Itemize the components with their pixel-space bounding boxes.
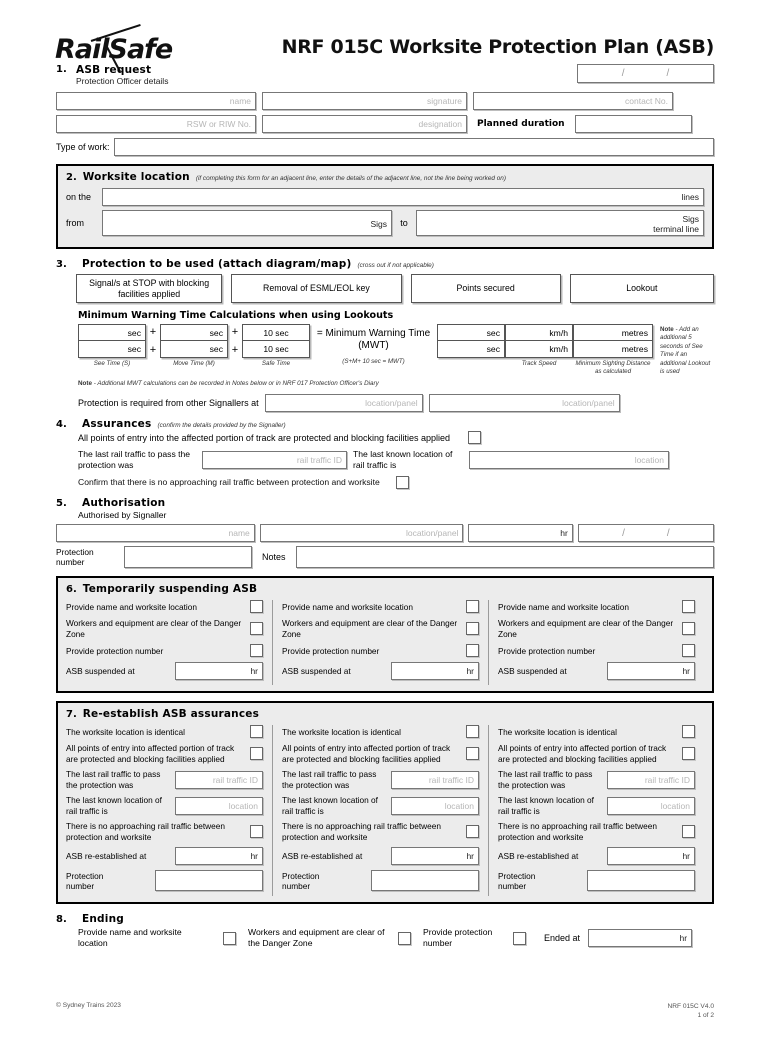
last-location-placeholder: location xyxy=(634,455,664,466)
section4-title: Assurances xyxy=(82,418,152,431)
suspend-provide-name-checkbox-2[interactable] xyxy=(466,600,479,613)
plus-icon-1: + xyxy=(149,326,157,338)
ended-at-input[interactable] xyxy=(588,929,692,947)
protection-option-esml-eol[interactable]: Removal of ESML/EOL key xyxy=(231,274,401,303)
doc-reference: NRF 015C V4.0 xyxy=(667,1003,714,1010)
suspend-column-3 xyxy=(488,600,704,685)
last-traffic-label: The last rail traffic to pass the protection was xyxy=(78,449,191,471)
suspend-provide-name-checkbox-3[interactable] xyxy=(682,600,695,613)
planned-duration-label: Planned duration xyxy=(477,119,565,129)
track-speed-input-2[interactable] xyxy=(505,341,573,358)
authorisation-time-input[interactable] xyxy=(468,524,572,542)
section3-title: Protection to be used (attach diagram/map) xyxy=(82,258,352,270)
section1-subtitle: Protection Officer details xyxy=(76,76,169,86)
suspend-workers-clear-label-1: Workers and equipment are clear of the Danger Zone xyxy=(66,618,242,639)
move-time-input-1[interactable] xyxy=(160,324,228,341)
protection-number-input[interactable] xyxy=(124,546,252,568)
see-time-input-1[interactable] xyxy=(78,324,146,341)
plus-icon-3: + xyxy=(231,326,239,338)
suspend-workers-clear-checkbox-3[interactable] xyxy=(682,622,695,635)
re-last-traffic-ph-2: rail traffic ID xyxy=(428,774,474,785)
mwt-result-unit-2: sec xyxy=(486,344,500,354)
reestablish-column-2 xyxy=(272,725,488,896)
signaller-location-input[interactable] xyxy=(260,524,464,542)
re-worksite-identical-checkbox-2[interactable] xyxy=(466,725,479,738)
form-page xyxy=(0,18,770,1042)
last-traffic-placeholder: rail traffic ID xyxy=(296,455,342,466)
section8-title: Ending xyxy=(82,913,124,926)
section-worksite-location xyxy=(56,164,714,249)
re-last-traffic-label-2: The last rail traffic to pass the protection was xyxy=(282,769,377,790)
signaller-location-placeholder: location/panel xyxy=(406,528,459,539)
re-last-traffic-label-1: The last rail traffic to pass the protection was xyxy=(66,769,161,790)
mwt-equals-label: = Minimum Warning Time (MWT) xyxy=(316,328,431,351)
re-last-location-input-3[interactable] xyxy=(607,797,695,815)
re-hr-unit-2: hr xyxy=(466,851,474,862)
officer-name-input[interactable] xyxy=(56,92,256,110)
track-speed-unit-1: km/h xyxy=(549,327,568,338)
section2-title: Worksite location xyxy=(82,171,190,183)
metres-unit-2: metres xyxy=(621,344,648,354)
confirm-no-traffic-label: Confirm that there is no approaching rail traffic between protection and worksite xyxy=(78,477,380,488)
section4-note: (confirm the details provided by the Signaller) xyxy=(157,422,286,430)
re-worksite-identical-label-3: The worksite location is identical xyxy=(498,726,617,737)
suspend-hr-unit-2: hr xyxy=(466,666,474,677)
section7-number: 7. xyxy=(66,709,77,721)
section4-number: 4. xyxy=(56,419,67,431)
mwt-note-bold: Note xyxy=(78,380,92,388)
re-protection-number-label-2: Protection number xyxy=(282,870,320,891)
officer-designation-placeholder: designation xyxy=(418,119,462,129)
lookout-note-bold: Note xyxy=(660,326,674,333)
officer-contact-placeholder: contact No. xyxy=(625,96,668,106)
ending-workers-clear-label: Workers and equipment are clear of the Danger Zone xyxy=(248,927,385,949)
logo-text: RailSafe xyxy=(55,34,173,65)
plus-icon-4: + xyxy=(231,344,239,356)
sighting-distance-input-2[interactable] xyxy=(573,341,653,358)
suspend-time-input-3[interactable] xyxy=(607,662,695,680)
other-signaller-location-2[interactable] xyxy=(429,394,620,412)
ending-protection-number-checkbox[interactable] xyxy=(513,932,526,945)
section6-title: Temporarily suspending ASB xyxy=(82,583,258,596)
suspend-protection-number-checkbox-3[interactable] xyxy=(682,644,695,657)
protection-option-lookout[interactable]: Lookout xyxy=(570,274,714,303)
sighting-distance-caption: Minimum Sighting Distance as calculated xyxy=(575,360,651,375)
authorisation-date-input[interactable] xyxy=(578,524,714,542)
suspend-protection-number-label-1: Provide protection number xyxy=(66,645,164,656)
lookout-note-text: - Add an additional 5 seconds of See Time if an additional Lookout is used xyxy=(660,326,711,376)
suspend-workers-clear-checkbox-2[interactable] xyxy=(466,622,479,635)
to-label: to xyxy=(400,218,408,228)
type-of-work-input[interactable] xyxy=(114,138,714,156)
mwt-result-input-2[interactable] xyxy=(437,341,505,358)
date-separator-1: / xyxy=(621,68,625,79)
section3-note: (cross out if not applicable) xyxy=(357,262,434,269)
re-no-approaching-checkbox-2[interactable] xyxy=(466,825,479,838)
auth-date-sep-1: / xyxy=(622,527,625,539)
page-number: 1 of 2 xyxy=(697,1012,714,1019)
mwt-note-text: - Additional MWT calculations can be recorded in Notes below or in NRF 017 Protection Officer's Diary xyxy=(92,380,379,388)
re-worksite-identical-label-2: The worksite location is identical xyxy=(282,726,401,737)
section5-number: 5. xyxy=(56,498,67,510)
suspend-time-input-1[interactable] xyxy=(175,662,263,680)
suspend-hr-unit-3: hr xyxy=(682,666,690,677)
other-signaller-location-1[interactable] xyxy=(265,394,423,412)
last-traffic-input[interactable] xyxy=(202,451,347,469)
re-worksite-identical-checkbox-3[interactable] xyxy=(682,725,695,738)
re-protection-number-input-3[interactable] xyxy=(587,870,695,891)
re-time-label-3: ASB re-established at xyxy=(498,851,579,862)
re-time-input-3[interactable] xyxy=(607,847,695,865)
suspend-workers-clear-checkbox-1[interactable] xyxy=(250,622,263,635)
on-the-label: on the xyxy=(66,192,92,202)
re-no-approaching-checkbox-3[interactable] xyxy=(682,825,695,838)
suspend-protection-number-label-2: Provide protection number xyxy=(282,645,380,656)
suspend-time-label-1: ASB suspended at xyxy=(66,666,135,677)
suspend-time-label-2: ASB suspended at xyxy=(282,666,351,677)
signaller-name-input[interactable] xyxy=(56,524,255,542)
railsafe-logo xyxy=(55,34,172,65)
ending-workers-clear-checkbox[interactable] xyxy=(398,932,411,945)
move-time-input-2[interactable] xyxy=(160,341,228,358)
section7-title: Re-establish ASB assurances xyxy=(82,708,260,721)
re-all-points-checkbox-1[interactable] xyxy=(250,747,263,760)
from-sigs-unit: Sigs xyxy=(370,218,387,229)
re-last-location-ph-3: location xyxy=(660,800,690,811)
re-time-input-2[interactable] xyxy=(391,847,479,865)
assurance-all-points-label: All points of entry into the affected portion of track are protected and blocking facilities applied xyxy=(78,432,451,443)
re-worksite-identical-checkbox-1[interactable] xyxy=(250,725,263,738)
re-all-points-label-2: All points of entry into affected portion of track are protected and blocking facilities applied xyxy=(282,743,451,764)
suspend-workers-clear-label-2: Workers and equipment are clear of the Danger Zone xyxy=(282,618,458,639)
officer-signature-input[interactable] xyxy=(262,92,467,110)
reestablish-column-3 xyxy=(488,725,704,896)
re-all-points-label-1: All points of entry into affected portion of track are protected and blocking facilities applied xyxy=(66,743,235,764)
lines-unit: lines xyxy=(681,192,699,202)
suspend-provide-name-label-2: Provide name and worksite location xyxy=(282,601,413,612)
notes-input[interactable] xyxy=(296,546,714,568)
ending-provide-name-checkbox[interactable] xyxy=(223,932,236,945)
re-time-label-2: ASB re-established at xyxy=(282,851,363,862)
metres-unit-1: metres xyxy=(621,327,648,338)
re-no-approaching-label-2: There is no approaching rail traffic between protection and worksite xyxy=(282,821,441,842)
re-last-location-input-2[interactable] xyxy=(391,797,479,815)
signaller-name-placeholder: name xyxy=(228,528,250,539)
re-all-points-checkbox-2[interactable] xyxy=(466,747,479,760)
re-last-location-ph-1: location xyxy=(228,800,258,811)
re-no-approaching-checkbox-1[interactable] xyxy=(250,825,263,838)
re-time-label-1: ASB re-established at xyxy=(66,851,147,862)
re-no-approaching-label-3: There is no approaching rail traffic between protection and worksite xyxy=(498,821,657,842)
page-footer xyxy=(56,1002,714,1020)
copyright-text: © Sydney Trains 2023 xyxy=(56,1002,121,1009)
re-last-location-ph-2: location xyxy=(444,800,474,811)
move-time-unit-1: sec xyxy=(209,327,223,338)
page-header xyxy=(0,18,770,65)
safe-time-value-1: 10 sec xyxy=(242,324,310,341)
re-hr-unit-1: hr xyxy=(250,851,258,862)
track-speed-unit-2: km/h xyxy=(549,344,568,354)
re-time-input-1[interactable] xyxy=(175,847,263,865)
mwt-title: Minimum Warning Time Calculations when using Lookouts xyxy=(78,310,394,321)
suspend-workers-clear-label-3: Workers and equipment are clear of the Danger Zone xyxy=(498,618,674,639)
re-no-approaching-label-1: There is no approaching rail traffic between protection and worksite xyxy=(66,821,225,842)
section5-subtitle: Authorised by Signaller xyxy=(78,510,167,521)
section2-note: (if completing this form for an adjacent line, enter the details of the adjacent line, not the line being worked on) xyxy=(195,175,506,182)
mwt-result-input-1[interactable] xyxy=(437,324,505,341)
section-assurances xyxy=(56,418,714,489)
move-time-unit-2: sec xyxy=(209,344,223,354)
re-protection-number-label-1: Protection number xyxy=(66,870,104,891)
officer-rsw-input[interactable] xyxy=(56,115,256,133)
re-protection-number-input-1[interactable] xyxy=(155,870,263,891)
re-protection-number-input-2[interactable] xyxy=(371,870,479,891)
re-last-traffic-input-2[interactable] xyxy=(391,771,479,789)
confirm-no-traffic-checkbox[interactable] xyxy=(396,476,409,489)
mwt-result-unit-1: sec xyxy=(486,327,500,338)
page-title: NRF 015C Worksite Protection Plan (ASB) xyxy=(281,36,714,58)
suspend-hr-unit-1: hr xyxy=(250,666,258,677)
assurance-all-points-checkbox[interactable] xyxy=(468,431,481,444)
date-separator-2: / xyxy=(666,68,670,79)
footer-doc-info xyxy=(667,1002,714,1020)
section-ending xyxy=(56,913,714,949)
other-signaller-ph-2: location/panel xyxy=(562,398,615,409)
re-last-location-label-1: The last known location of rail traffic is xyxy=(66,795,162,816)
section2-number: 2. xyxy=(66,172,77,183)
suspend-protection-number-label-3: Provide protection number xyxy=(498,645,596,656)
suspend-provide-name-label-3: Provide name and worksite location xyxy=(498,601,629,612)
sighting-distance-input-1[interactable] xyxy=(573,324,653,341)
re-last-traffic-label-3: The last rail traffic to pass the protection was xyxy=(498,769,593,790)
re-last-traffic-ph-3: rail traffic ID xyxy=(644,774,690,785)
re-last-location-input-1[interactable] xyxy=(175,797,263,815)
re-last-location-label-3: The last known location of rail traffic is xyxy=(498,795,594,816)
section-authorisation xyxy=(56,497,714,568)
protection-option-signals-stop[interactable]: Signal/s at STOP with blocking facilities applied xyxy=(76,274,222,303)
section5-title: Authorisation xyxy=(82,497,166,510)
re-last-traffic-input-3[interactable] xyxy=(607,771,695,789)
re-hr-unit-3: hr xyxy=(682,851,690,862)
officer-designation-input[interactable] xyxy=(262,115,467,133)
request-date-field[interactable] xyxy=(577,64,714,83)
section3-number: 3. xyxy=(56,259,67,270)
see-time-caption: See Time (S) xyxy=(93,360,131,367)
section-reestablish-asb xyxy=(56,701,714,904)
see-time-unit-1: sec xyxy=(127,327,141,338)
re-worksite-identical-label-1: The worksite location is identical xyxy=(66,726,185,737)
re-last-location-label-2: The last known location of rail traffic is xyxy=(282,795,378,816)
track-speed-input-1[interactable] xyxy=(505,324,573,341)
ending-protection-number-label: Provide protection number xyxy=(423,927,493,949)
re-last-traffic-ph-1: rail traffic ID xyxy=(212,774,258,785)
protection-number-label: Protection number xyxy=(56,547,94,568)
section-protection-used xyxy=(56,258,714,412)
section8-number: 8. xyxy=(56,914,67,926)
suspend-time-input-2[interactable] xyxy=(391,662,479,680)
lookout-note xyxy=(660,324,714,376)
mwt-calculator xyxy=(78,324,714,376)
officer-name-placeholder: name xyxy=(229,96,251,106)
last-location-label: The last known location of rail traffic is xyxy=(353,449,453,471)
suspend-time-label-3: ASB suspended at xyxy=(498,666,567,677)
suspend-provide-name-label-1: Provide name and worksite location xyxy=(66,601,197,612)
officer-rsw-placeholder: RSW or RIW No. xyxy=(186,119,251,129)
from-sigs-input[interactable] xyxy=(102,210,392,236)
see-time-input-2[interactable] xyxy=(78,341,146,358)
mwt-formula-caption: (S+M+ 10 sec = MWT) xyxy=(342,358,405,365)
safe-time-caption: Safe Time xyxy=(261,360,291,367)
plus-icon-2: + xyxy=(149,344,157,356)
re-protection-number-label-3: Protection number xyxy=(498,870,536,891)
suspend-protection-number-checkbox-1[interactable] xyxy=(250,644,263,657)
section1-title: ASB request xyxy=(76,64,152,76)
other-signallers-label: Protection is required from other Signallers at xyxy=(78,398,259,409)
type-of-work-label: Type of work: xyxy=(56,142,110,152)
mwt-note-line xyxy=(78,380,714,387)
suspend-column-1 xyxy=(66,600,272,685)
terminal-line-unit: terminal line xyxy=(653,223,699,234)
other-signaller-ph-1: location/panel xyxy=(365,398,418,409)
ended-at-label: Ended at xyxy=(544,933,581,944)
re-last-traffic-input-1[interactable] xyxy=(175,771,263,789)
to-sigs-unit: Sigs xyxy=(682,213,699,224)
section-suspending-asb xyxy=(56,576,714,693)
re-all-points-label-3: All points of entry into affected portion of track are protected and blocking facilities applied xyxy=(498,743,667,764)
move-time-caption: Move Time (M) xyxy=(173,360,215,367)
planned-duration-input[interactable] xyxy=(575,115,692,133)
reestablish-column-1 xyxy=(66,725,272,896)
re-all-points-checkbox-3[interactable] xyxy=(682,747,695,760)
ending-provide-name-label: Provide name and worksite location xyxy=(78,927,182,949)
see-time-unit-2: sec xyxy=(127,344,141,354)
on-the-lines-input[interactable] xyxy=(102,188,704,206)
suspend-protection-number-checkbox-2[interactable] xyxy=(466,644,479,657)
section1-number: 1. xyxy=(56,64,67,75)
authorisation-hr-unit: hr xyxy=(560,528,568,539)
suspend-provide-name-checkbox-1[interactable] xyxy=(250,600,263,613)
officer-contact-input[interactable] xyxy=(473,92,673,110)
suspend-column-2 xyxy=(272,600,488,685)
from-label: from xyxy=(66,218,84,228)
protection-option-points-secured[interactable]: Points secured xyxy=(411,274,561,303)
section6-number: 6. xyxy=(66,584,77,596)
ended-at-hr-unit: hr xyxy=(679,933,688,944)
last-location-input[interactable] xyxy=(469,451,669,469)
notes-label: Notes xyxy=(262,552,286,563)
safe-time-value-2: 10 sec xyxy=(242,341,310,358)
to-sigs-input[interactable] xyxy=(416,210,704,236)
track-speed-caption: Track Speed xyxy=(521,360,557,367)
auth-date-sep-2: / xyxy=(666,527,670,539)
officer-signature-placeholder: signature xyxy=(427,96,462,106)
section-asb-request xyxy=(56,64,714,156)
